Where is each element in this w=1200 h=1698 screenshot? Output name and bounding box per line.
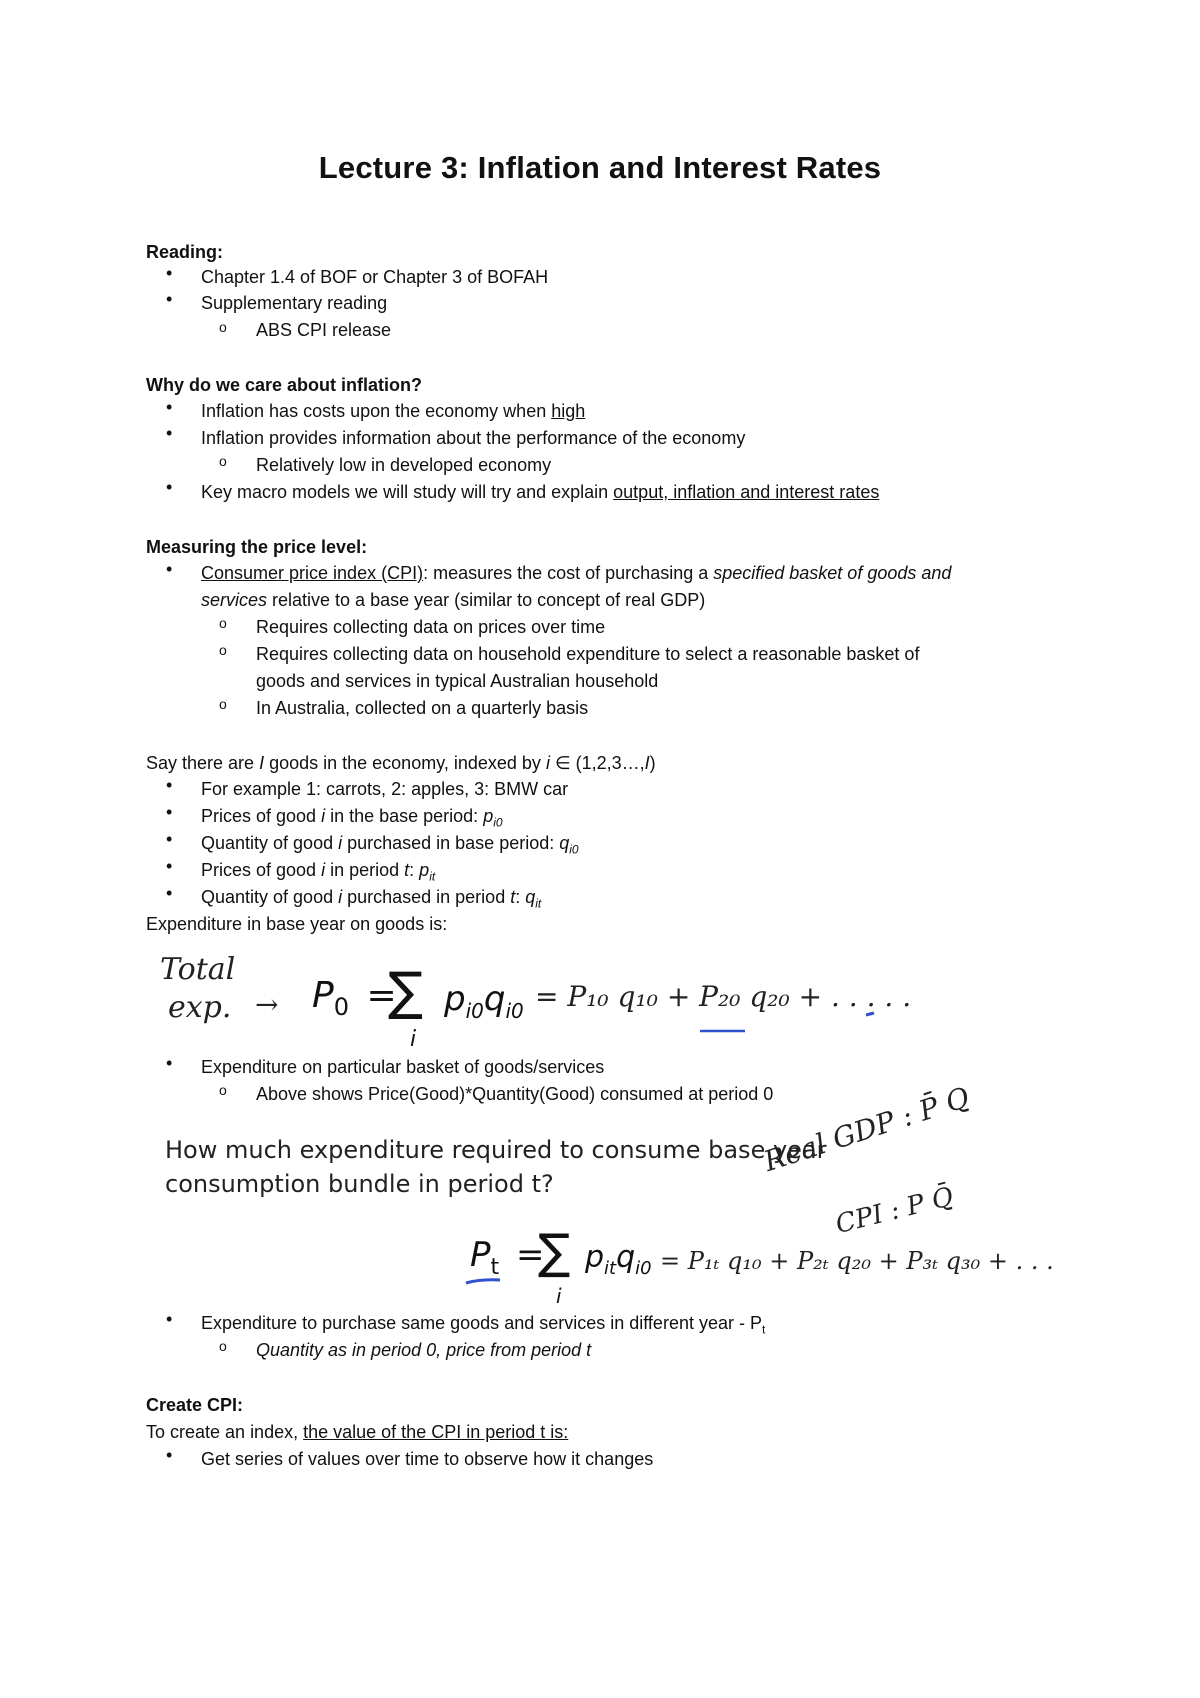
- after-eq1-sub: Above shows Price(Good)*Quantity(Good) consumed at period 0: [256, 1084, 774, 1104]
- bullet-icon: •: [166, 289, 173, 309]
- bullet-icon: •: [166, 263, 173, 283]
- reading-item-2: Supplementary reading: [201, 293, 388, 313]
- handwritten-cpi: CPI : P Q̄: [832, 1181, 957, 1240]
- handwritten-arrow: →: [255, 988, 279, 1021]
- bullet-icon: •: [166, 477, 173, 497]
- eq1-handwritten-expansion: = P₁₀ q₁₀ + P₂₀ q₂₀ + . . . . .: [535, 980, 912, 1013]
- measuring-sub-2b: goods and services in typical Australian household: [256, 671, 659, 691]
- bullet-icon: •: [166, 1445, 173, 1465]
- create-cpi-heading: Create CPI:: [146, 1395, 244, 1415]
- bullet-icon: •: [166, 883, 173, 903]
- after-eq1-bullet: Expenditure on particular basket of goods/services: [201, 1057, 605, 1077]
- why-item-2: Inflation provides information about the performance of the economy: [201, 428, 746, 448]
- measuring-heading: Measuring the price level:: [146, 537, 368, 557]
- after-eq2-sub: Quantity as in period 0, price from period t: [256, 1340, 592, 1360]
- handwritten-exp: exp.: [168, 990, 232, 1025]
- bullet-icon: •: [166, 397, 173, 417]
- cpi-definition-line-2: services relative to a base year (similar to concept of real GDP): [201, 590, 706, 610]
- question-line-2: consumption bundle in period t?: [165, 1170, 554, 1198]
- question-line-1: How much expenditure required to consume base year: [165, 1136, 827, 1164]
- bullet-icon: •: [166, 559, 173, 579]
- goods-intro: Say there are I goods in the economy, indexed by i ∈ (1,2,3…,I): [146, 753, 656, 773]
- handwritten-total: Total: [160, 952, 236, 987]
- reading-heading: Reading:: [146, 242, 224, 262]
- bullet-icon: •: [166, 802, 173, 822]
- sub-bullet-icon: o: [219, 642, 227, 658]
- eq1-sum-index: i: [410, 1027, 417, 1052]
- eq2-handwritten-expansion: = P₁ₜ q₁₀ + P₂ₜ q₂₀ + P₃ₜ q₃₀ + . . .: [660, 1247, 1054, 1275]
- eq1-term: $p_{i0}q_{i0}$: [444, 979, 524, 1023]
- create-cpi-line: To create an index, the value of the CPI in period t is:: [146, 1422, 569, 1442]
- measuring-sub-3: In Australia, collected on a quarterly basis: [256, 698, 589, 718]
- goods-item-5: Quantity of good i purchased in period t: $q_{it}$: [201, 887, 542, 911]
- why-item-2-sub: Relatively low in developed economy: [256, 455, 552, 475]
- sub-bullet-icon: o: [219, 453, 227, 469]
- sub-bullet-icon: o: [219, 319, 227, 335]
- why-item-1: Inflation has costs upon the economy when high: [201, 401, 586, 421]
- bullet-icon: •: [166, 1053, 173, 1073]
- bullet-icon: •: [166, 829, 173, 849]
- bullet-icon: •: [166, 1309, 173, 1329]
- eq2-term: $p_{it}q_{i0}$: [585, 1240, 652, 1279]
- measuring-sub-1: Requires collecting data on prices over time: [256, 617, 606, 637]
- bullet-icon: •: [166, 856, 173, 876]
- sub-bullet-icon: o: [219, 615, 227, 631]
- reading-sub-item-1: ABS CPI release: [256, 320, 392, 340]
- goods-item-4: Prices of good i in period t: $p_{it}$: [201, 860, 436, 884]
- summation-icon: ∑: [538, 1224, 571, 1280]
- eq1-lhs: $P_0$ =: [312, 975, 397, 1022]
- sub-bullet-icon: o: [219, 696, 227, 712]
- handwritten-real-gdp: Real GDP : P̄ Q: [759, 1080, 974, 1178]
- goods-item-1: For example 1: carrots, 2: apples, 3: BMW car: [201, 779, 569, 799]
- create-cpi-bullet: Get series of values over time to observe how it changes: [201, 1449, 654, 1469]
- summation-icon: ∑: [388, 962, 424, 1022]
- bullet-icon: •: [166, 423, 173, 443]
- expenditure-base-year: Expenditure in base year on goods is:: [146, 914, 448, 934]
- eq2-sum-index: i: [556, 1284, 562, 1308]
- eq2-lhs: $P_t$ =: [470, 1235, 545, 1280]
- goods-item-2: Prices of good i in the base period: $p_{i0}$: [201, 806, 503, 830]
- why-heading: Why do we care about inflation?: [146, 375, 423, 395]
- sub-bullet-icon: o: [219, 1082, 227, 1098]
- why-item-3: Key macro models we will study will try and explain output, inflation and interest rates: [201, 482, 880, 502]
- bullet-icon: •: [166, 775, 173, 795]
- goods-item-3: Quantity of good i purchased in base period: $q_{i0}$: [201, 833, 579, 857]
- reading-item-1: Chapter 1.4 of BOF or Chapter 3 of BOFAH: [201, 267, 549, 287]
- page-title: Lecture 3: Inflation and Interest Rates: [318, 150, 882, 185]
- after-eq2-bullet: Expenditure to purchase same goods and services in different year - $P_t$: [201, 1313, 766, 1337]
- sub-bullet-icon: o: [219, 1338, 227, 1354]
- cpi-definition-line-1: Consumer price index (CPI): measures the cost of purchasing a specified basket of goods and: [201, 563, 952, 583]
- measuring-sub-2a: Requires collecting data on household expenditure to select a reasonable basket of: [256, 644, 920, 664]
